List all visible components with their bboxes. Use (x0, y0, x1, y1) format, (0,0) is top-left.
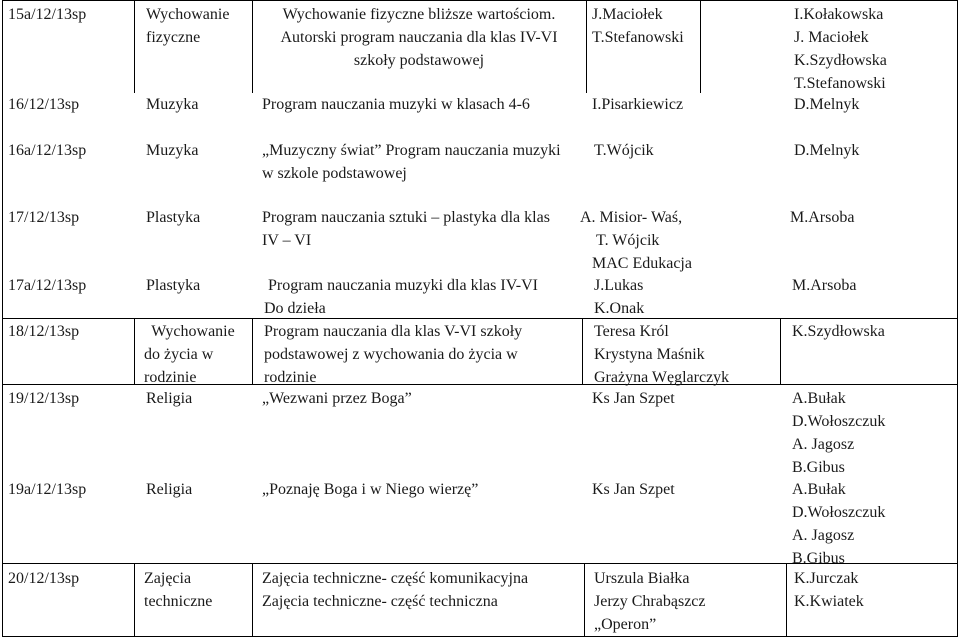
reviewer-line: T.Stefanowski (794, 75, 886, 92)
row-program: „Poznaję Boga i w Niego wierzę” (262, 481, 479, 498)
row-code: 17/12/13sp (8, 209, 80, 226)
row-program (262, 567, 528, 613)
row-subject: Muzyka (146, 142, 199, 159)
reviewer-line: A. Jagosz (792, 527, 855, 544)
reviewer-line: J. Maciołek (794, 29, 869, 46)
row-authors (594, 274, 644, 320)
column-separator (700, 0, 701, 93)
row-code: 19a/12/13sp (8, 481, 87, 498)
row-reviewers: D.Melnyk (794, 142, 860, 159)
row-subject (144, 567, 212, 613)
row-reviewers: D.Melnyk (794, 96, 860, 113)
row-code: 19/12/13sp (8, 390, 80, 407)
reviewer-line: K.Szydłowska (794, 52, 887, 69)
program-line: szkoły podstawowej (353, 52, 485, 69)
row-subject: Plastyka (146, 209, 201, 226)
subject-line: do życia w (144, 346, 214, 363)
subject-line: Wychowanie (146, 6, 230, 23)
author-line: J.Maciołek (592, 6, 663, 23)
reviewer-line: I.Kołakowska (794, 6, 884, 23)
reviewer-line: K.Jurczak (794, 570, 859, 587)
author-line: A. Misior- Waś, (580, 209, 683, 226)
row-subject (134, 320, 252, 389)
row-authors (578, 206, 694, 275)
reviewer-line: D.Wołoszczuk (792, 413, 886, 430)
row-reviewers (794, 567, 864, 613)
row-subject: Religia (146, 390, 193, 407)
column-separator (252, 563, 253, 637)
program-line: Program nauczania muzyki dla klas IV-VI (268, 277, 538, 294)
program-line: Do dzieła (264, 300, 326, 317)
row-reviewers (794, 3, 887, 95)
author-line: Urszula Białka (594, 570, 690, 587)
author-line: Grażyna Węglarczyk (594, 369, 730, 386)
row-code: 16a/12/13sp (8, 142, 87, 159)
program-line: podstawowej z wychowania do życia w (264, 346, 518, 363)
author-line: T. Wójcik (596, 232, 660, 249)
column-separator (582, 318, 583, 385)
author-line: Teresa Król (594, 323, 669, 340)
subject-line: Zajęcia (144, 570, 192, 587)
row-reviewers (792, 387, 885, 479)
reviewer-line: B.Gibus (792, 459, 845, 476)
row-code: 20/12/13sp (8, 570, 80, 587)
row-code: 15a/12/13sp (8, 6, 87, 23)
column-separator (786, 563, 787, 637)
column-separator (780, 318, 781, 385)
reviewer-line: B.Gibus (792, 550, 845, 567)
row-subject (146, 3, 229, 49)
row-authors: Ks Jan Szpet (592, 390, 675, 407)
subject-line: techniczne (144, 593, 213, 610)
row-authors (592, 3, 684, 49)
column-separator (134, 563, 135, 637)
author-line: J.Lukas (594, 277, 644, 294)
program-line: Zajęcia techniczne- część komunikacyjna (262, 570, 529, 587)
reviewer-line: A. Jagosz (792, 436, 855, 453)
row-program (262, 139, 561, 185)
row-code: 17a/12/13sp (8, 277, 87, 294)
author-line: „Operon” (594, 616, 657, 633)
reviewer-line: D.Wołoszczuk (792, 504, 886, 521)
row-authors: I.Pisarkiewicz (592, 96, 684, 113)
program-line: Autorski program nauczania dla klas IV-VI (280, 29, 558, 46)
program-line: IV – VI (262, 232, 312, 249)
column-separator (134, 0, 135, 93)
row-subject: Plastyka (146, 277, 201, 294)
row-authors: T.Wójcik (594, 142, 654, 159)
program-line: w szkole podstawowej (262, 165, 407, 182)
program-line: Program nauczania sztuki – plastyka dla klas (262, 209, 550, 226)
program-line: Wychowanie fizyczne bliższe wartościom. (282, 6, 556, 23)
row-reviewers (792, 478, 885, 570)
reviewer-line: K.Kwiatek (794, 593, 864, 610)
reviewer-line: A.Bułak (792, 390, 846, 407)
row-program (252, 3, 586, 72)
row-program: Program nauczania muzyki w klasach 4-6 (262, 96, 530, 113)
subject-line: Wychowanie (151, 323, 235, 340)
row-subject: Religia (146, 481, 193, 498)
author-line: K.Onak (594, 300, 645, 317)
program-line: Zajęcia techniczne- część techniczna (262, 593, 498, 610)
row-reviewers: K.Szydłowska (792, 323, 885, 340)
column-separator (584, 563, 585, 637)
row-code: 16/12/13sp (8, 96, 80, 113)
reviewer-line: A.Bułak (792, 481, 846, 498)
author-line: Jerzy Chrabąszcz (594, 593, 706, 610)
column-separator (252, 318, 253, 385)
row-reviewers: M.Arsoba (790, 209, 855, 226)
row-authors (594, 320, 729, 389)
author-line: T.Stefanowski (592, 29, 684, 46)
author-line: MAC Edukacja (592, 255, 692, 272)
row-program: „Wezwani przez Boga” (262, 390, 412, 407)
row-code: 18/12/13sp (8, 323, 80, 340)
column-separator (586, 0, 587, 93)
row-subject: Muzyka (146, 96, 199, 113)
row-authors: Ks Jan Szpet (592, 481, 675, 498)
program-line: rodzinie (264, 369, 317, 386)
subject-line: fizyczne (146, 29, 201, 46)
program-line: „Muzyczny świat” Program nauczania muzyki (262, 142, 561, 159)
program-line: Program nauczania dla klas V-VI szkoły (264, 323, 523, 340)
row-authors (594, 567, 706, 636)
table-border-right (957, 0, 958, 637)
row-program (262, 206, 550, 252)
row-program (264, 320, 522, 389)
author-line: Krystyna Maśnik (594, 346, 705, 363)
row-program (264, 274, 538, 320)
row-separator (2, 0, 957, 1)
subject-line: rodzinie (144, 369, 197, 386)
row-reviewers: M.Arsoba (792, 277, 857, 294)
